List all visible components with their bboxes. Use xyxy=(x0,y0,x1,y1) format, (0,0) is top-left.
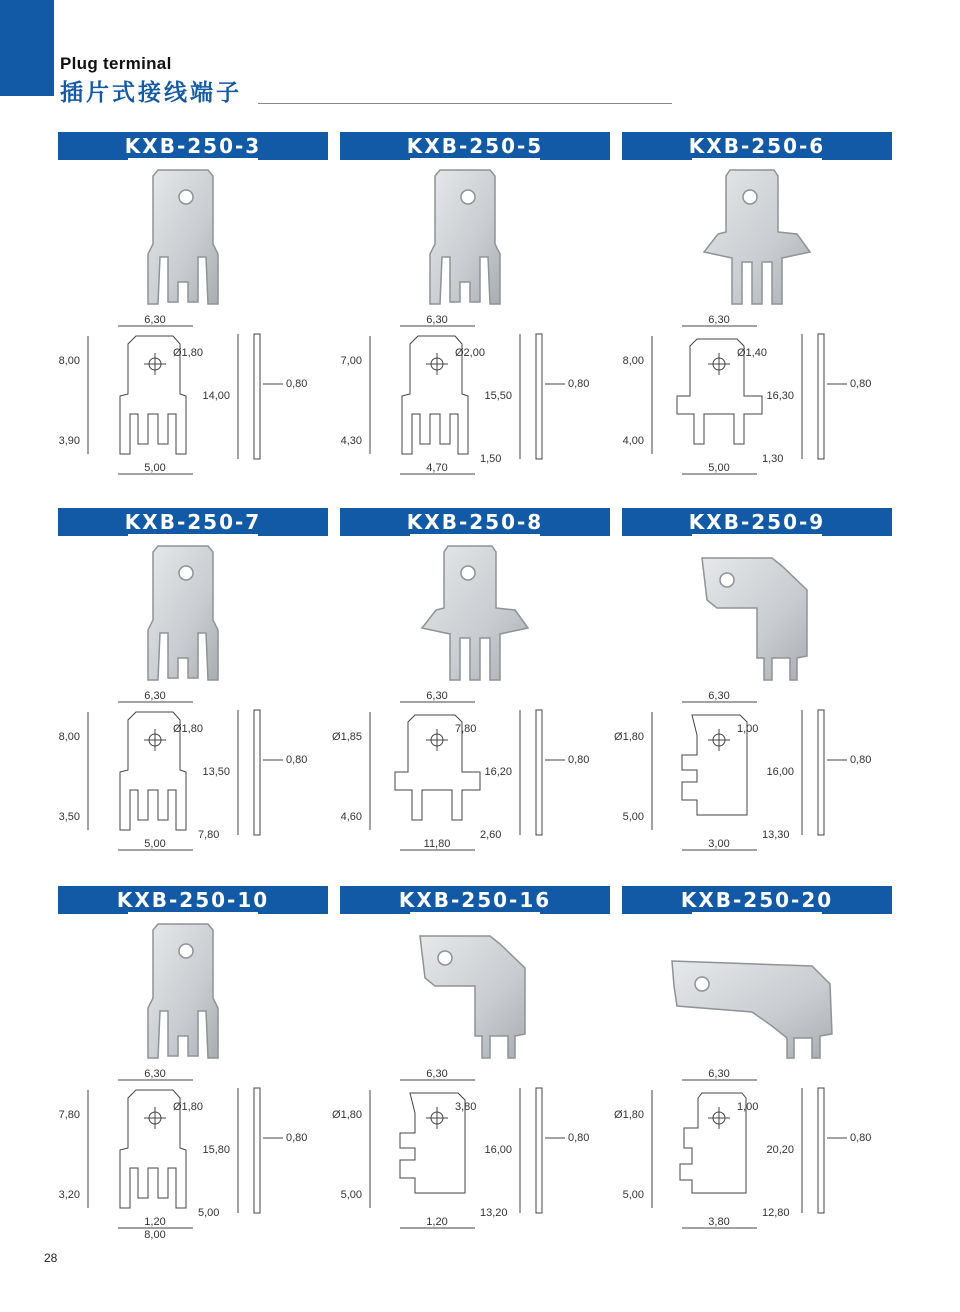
dimension-label: 0,80 xyxy=(850,754,872,766)
terminal-photo xyxy=(58,916,328,1066)
terminal-card xyxy=(58,886,328,1241)
dimension-label: Ø1,40 xyxy=(737,347,767,359)
dimension-label: 6,30 xyxy=(144,1068,166,1080)
dimension-label: 13,30 xyxy=(762,829,790,841)
technical-drawing xyxy=(58,1068,328,1241)
dimension-label: 16,30 xyxy=(766,390,794,402)
terminal-photo xyxy=(622,538,892,688)
dimension-label: 6,30 xyxy=(144,690,166,702)
dimension-label: 15,50 xyxy=(484,390,512,402)
dimension-label: 8,00 xyxy=(144,1229,166,1241)
dimension-label: 16,00 xyxy=(484,1144,512,1156)
model-label xyxy=(622,508,892,536)
dimension-label: 7,80 xyxy=(198,829,220,841)
model-underline xyxy=(410,534,540,536)
dimension-label: Ø2,00 xyxy=(455,347,485,359)
page-title-english: Plug terminal xyxy=(60,54,172,73)
model-label xyxy=(58,508,328,536)
technical-drawing xyxy=(58,690,328,860)
model-label xyxy=(58,886,328,914)
dimension-label: 0,80 xyxy=(286,1132,308,1144)
dimension-label: 1,50 xyxy=(480,453,502,465)
dimension-label: 15,80 xyxy=(202,1144,230,1156)
terminal-photo xyxy=(58,538,328,688)
model-name: KXB-250-10 xyxy=(116,888,270,912)
terminal-photo xyxy=(622,162,892,312)
dimension-label: Ø1,80 xyxy=(614,731,644,743)
dimension-label: 13,50 xyxy=(202,766,230,778)
dimension-label: Ø1,80 xyxy=(614,1109,644,1121)
model-name: KXB-250-9 xyxy=(688,510,826,534)
terminal-photo xyxy=(622,916,892,1066)
dimension-label: Ø1,85 xyxy=(332,731,362,743)
dimension-label: 0,80 xyxy=(568,378,590,390)
dimension-label: 8,00 xyxy=(58,355,80,367)
terminal-card xyxy=(332,886,610,1241)
dimension-label: 0,80 xyxy=(286,754,308,766)
dimension-label: 0,80 xyxy=(568,1132,590,1144)
terminal-card xyxy=(622,132,892,487)
dimension-label: 5,00 xyxy=(144,462,166,474)
model-name: KXB-250-16 xyxy=(398,888,552,912)
dimension-label: 2,60 xyxy=(480,829,502,841)
dimension-label: 16,00 xyxy=(766,766,794,778)
dimension-label: 5,00 xyxy=(340,1189,362,1201)
model-label xyxy=(622,886,892,914)
dimension-label: 5,00 xyxy=(144,838,166,850)
model-underline xyxy=(410,912,540,914)
dimension-label: 1,00 xyxy=(737,723,759,735)
terminal-photo xyxy=(340,916,610,1066)
model-name: KXB-250-8 xyxy=(406,510,544,534)
page-title-chinese: 插片式接线端子 xyxy=(60,80,242,106)
dimension-label: 6,30 xyxy=(144,314,166,326)
dimension-label: 1,20 xyxy=(144,1216,166,1228)
technical-drawing xyxy=(332,1068,610,1238)
dimension-label: 0,80 xyxy=(850,1132,872,1144)
terminal-card xyxy=(58,132,328,487)
model-name: KXB-250-5 xyxy=(406,134,544,158)
dimension-label: 7,00 xyxy=(340,355,362,367)
model-underline xyxy=(410,158,540,160)
dimension-label: 1,00 xyxy=(737,1101,759,1113)
dimension-label: 1,30 xyxy=(762,453,784,465)
dimension-label: 5,00 xyxy=(198,1207,220,1219)
dimension-label: 7,80 xyxy=(58,1109,80,1121)
dimension-label: Ø1,80 xyxy=(173,1101,203,1113)
terminal-photo xyxy=(340,162,610,312)
corner-accent-block xyxy=(0,0,54,96)
model-label xyxy=(340,132,610,160)
model-label xyxy=(340,886,610,914)
model-label xyxy=(340,508,610,536)
model-underline xyxy=(128,912,258,914)
dimension-label: 14,00 xyxy=(202,390,230,402)
model-name: KXB-250-20 xyxy=(680,888,834,912)
dimension-label: 5,00 xyxy=(622,811,644,823)
dimension-label: 5,00 xyxy=(708,462,730,474)
dimension-label: 16,20 xyxy=(484,766,512,778)
dimension-label: Ø1,80 xyxy=(173,347,203,359)
model-name: KXB-250-3 xyxy=(124,134,262,158)
dimension-label: Ø1,80 xyxy=(173,723,203,735)
technical-drawing xyxy=(332,690,610,860)
terminal-card xyxy=(332,508,610,863)
dimension-label: 12,80 xyxy=(762,1207,790,1219)
model-underline xyxy=(692,158,822,160)
dimension-label: 6,30 xyxy=(426,314,448,326)
dimension-label: 3,50 xyxy=(58,811,80,823)
dimension-label: 6,30 xyxy=(708,690,730,702)
technical-drawing xyxy=(340,314,610,484)
model-label xyxy=(58,132,328,160)
dimension-label: 4,30 xyxy=(340,435,362,447)
dimension-label: 0,80 xyxy=(286,378,308,390)
model-underline xyxy=(692,534,822,536)
terminal-card xyxy=(614,508,892,863)
model-underline xyxy=(128,534,258,536)
dimension-label: 13,20 xyxy=(480,1207,508,1219)
dimension-label: 3,80 xyxy=(455,1101,477,1113)
model-underline xyxy=(128,158,258,160)
dimension-label: 3,90 xyxy=(58,435,80,447)
model-name: KXB-250-7 xyxy=(124,510,262,534)
terminal-photo xyxy=(340,538,610,688)
terminal-card xyxy=(614,886,892,1241)
technical-drawing xyxy=(58,314,328,484)
terminal-photo xyxy=(58,162,328,312)
title-divider xyxy=(258,103,672,104)
model-label xyxy=(622,132,892,160)
dimension-label: 20,20 xyxy=(766,1144,794,1156)
dimension-label: Ø1,80 xyxy=(332,1109,362,1121)
dimension-label: 6,30 xyxy=(426,690,448,702)
dimension-label: 11,80 xyxy=(423,838,451,850)
dimension-label: 7,80 xyxy=(455,723,477,735)
dimension-label: 6,30 xyxy=(708,314,730,326)
dimension-label: 3,00 xyxy=(708,838,730,850)
dimension-label: 3,80 xyxy=(708,1216,730,1228)
dimension-label: 8,00 xyxy=(622,355,644,367)
dimension-label: 6,30 xyxy=(708,1068,730,1080)
dimension-label: 4,00 xyxy=(622,435,644,447)
terminal-card xyxy=(340,132,610,487)
dimension-label: 0,80 xyxy=(850,378,872,390)
dimension-label: 0,80 xyxy=(568,754,590,766)
dimension-label: 8,00 xyxy=(58,731,80,743)
dimension-label: 6,30 xyxy=(426,1068,448,1080)
model-underline xyxy=(692,912,822,914)
technical-drawing xyxy=(614,690,892,860)
page-number: 28 xyxy=(44,1251,58,1265)
technical-drawing xyxy=(622,314,892,484)
terminal-card xyxy=(58,508,328,863)
model-name: KXB-250-6 xyxy=(688,134,826,158)
dimension-label: 3,20 xyxy=(58,1189,80,1201)
dimension-label: 5,00 xyxy=(622,1189,644,1201)
technical-drawing xyxy=(614,1068,892,1238)
dimension-label: 4,60 xyxy=(340,811,362,823)
dimension-label: 1,20 xyxy=(426,1216,448,1228)
dimension-label: 4,70 xyxy=(426,462,448,474)
